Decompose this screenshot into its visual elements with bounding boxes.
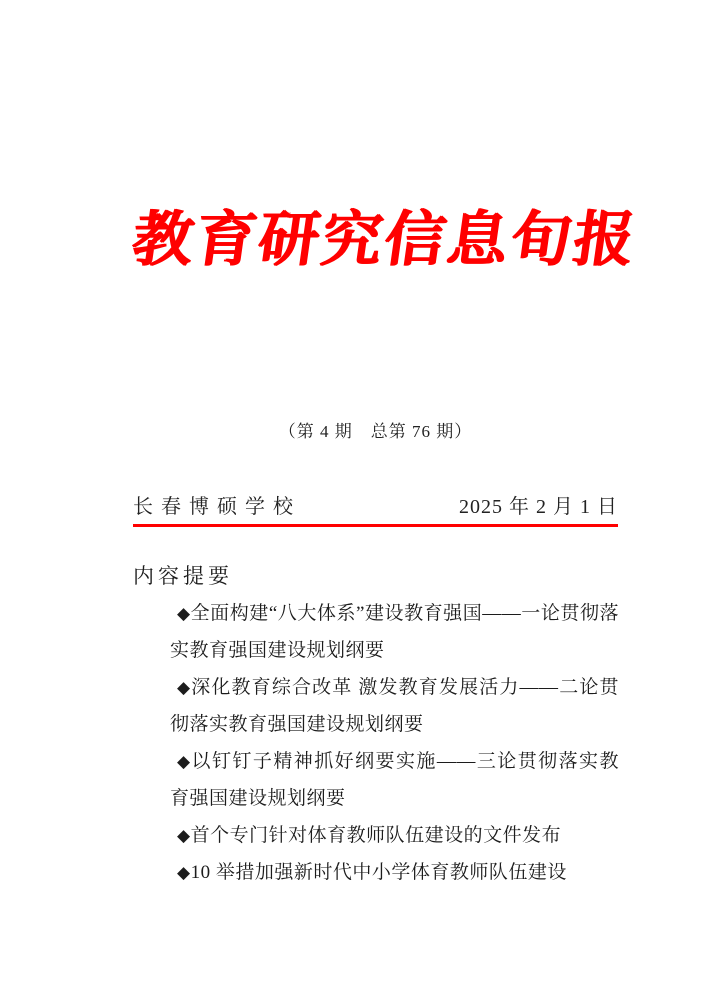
list-item-text: 全面构建“八大体系”建设教育强国——一论贯彻落实教育强国建设规划纲要 [170, 603, 619, 661]
list-item-text: 深化教育综合改革 激发教育发展活力——二论贯彻落实教育强国建设规划纲要 [170, 677, 619, 735]
red-divider-rule [133, 524, 618, 527]
list-item [133, 817, 619, 854]
diamond-bullet-icon: ◆ [177, 863, 191, 882]
list-item [133, 669, 619, 743]
diamond-bullet-icon: ◆ [177, 752, 192, 771]
bulletin-title: 教育研究信息旬报 [127, 207, 641, 273]
publish-date: 2025 年 2 月 1 日 [459, 496, 618, 518]
publisher-name: 长春博硕学校 [133, 496, 301, 518]
list-item-text: 以钉钉子精神抓好纲要实施——三论贯彻落实教育强国建设规划纲要 [170, 751, 619, 809]
diamond-bullet-icon: ◆ [177, 604, 191, 623]
diamond-bullet-icon: ◆ [177, 678, 192, 697]
publisher-row [133, 490, 618, 519]
masthead [127, 192, 641, 278]
list-item [133, 595, 619, 669]
list-item-text: 首个专门针对体育教师队伍建设的文件发布 [190, 825, 562, 846]
issue-number-line: （第 4 期 总第 76 期） [278, 422, 473, 441]
list-item [133, 854, 619, 891]
summary-heading: 内容提要 [133, 564, 233, 588]
diamond-bullet-icon: ◆ [177, 826, 191, 845]
list-item [133, 743, 619, 817]
list-item-text: 10 举措加强新时代中小学体育教师队伍建设 [190, 862, 567, 883]
content-summary [133, 558, 619, 891]
